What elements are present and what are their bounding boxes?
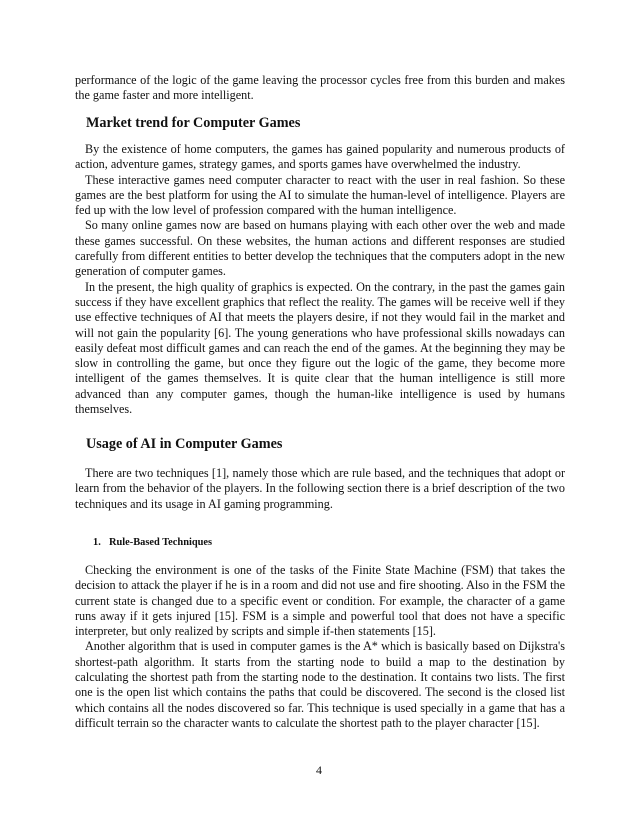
section-market-trend-body (75, 142, 565, 417)
paragraph: So many online games now are based on humans playing with each other over the web and made these games successful. On these websites, the human actions and different responses are studied carefully from different entities to better develop the techniques that the computers adopt in the new generation of computer games. (75, 218, 565, 279)
intro-block (75, 73, 565, 104)
paragraph: In the present, the high quality of graphics is expected. On the contrary, in the past the games gain success if they have excellent graphics that reflect the reality. The games will be receive well if they use effective techniques of AI that meets the players desire, if not they would fail in the market and will not gain the popularity [6]. The young generations who have professional skills nowadays can easily defeat most difficult games and can reach the end of the games. At the beginning they may be slow in controlling the game, but once they figure out the logic of the game, they become more intelligent of the games themselves. It is quite clear that the human intelligence is still more advanced than any computer games, though the human-like intelligence is used by humans themselves. (75, 279, 565, 417)
paragraph: By the existence of home computers, the games has gained popularity and numerous products of action, adventure games, strategy games, and sports games have overwhelmed the industry. (75, 142, 565, 172)
section-usage-ai-body (75, 466, 565, 512)
section-heading-usage-ai: Usage of AI in Computer Games (86, 436, 283, 452)
subsection-rule-based-body (75, 563, 565, 731)
paragraph: Checking the environment is one of the tasks of the Finite State Machine (FSM) that takes the decision to attack the player if he is in a room and did not use and fire shooting. Also in the FSM the current state is changed due to a specific event or condition. For example, the character of a game runs away if it gets injured [15]. FSM is a simple and powerful tool that does not have a specific interpreter, but only realized by scripts and simple if-then statements [15]. (75, 563, 565, 639)
subsection-number: 1. (93, 537, 101, 548)
paragraph: Another algorithm that is used in computer games is the A* which is basically based on Dijkstra's shortest-path algorithm. It starts from the starting node to build a map to the destination by calculating the shortest path from the starting node to the destination. It contains two lists. The first one is the open list which contains the paths that could be discovered. The second is the closed list which contains all the nodes discovered so far. This technique is used specially in a game that has a difficult terrain so the character wants to calculate the shortest path to the player character [15]. (75, 639, 565, 730)
page-number: 4 (316, 763, 322, 777)
intro-paragraph: performance of the logic of the game leaving the processor cycles free from this burden and makes the game faster and more intelligent. (75, 73, 565, 103)
subsection-heading (75, 536, 565, 550)
paragraph: These interactive games need computer character to react with the user in real fashion. So these games are the best platform for using the AI to simulate the human-level of intelligence. Players are fed up with the low level of profession compared with the human intelligence. (75, 172, 565, 218)
subsection-title: Rule-Based Techniques (109, 537, 213, 548)
section-usage-ai (75, 435, 565, 453)
paragraph: There are two techniques [1], namely those which are rule based, and the techniques that adopt or learn from the behavior of the players. In the following section there is a brief description of the two techniques and its usage in AI gaming programming. (75, 466, 565, 511)
section-heading-market-trend: Market trend for Computer Games (86, 115, 301, 131)
section-market-trend (75, 114, 565, 132)
subsection-rule-based (75, 536, 565, 550)
